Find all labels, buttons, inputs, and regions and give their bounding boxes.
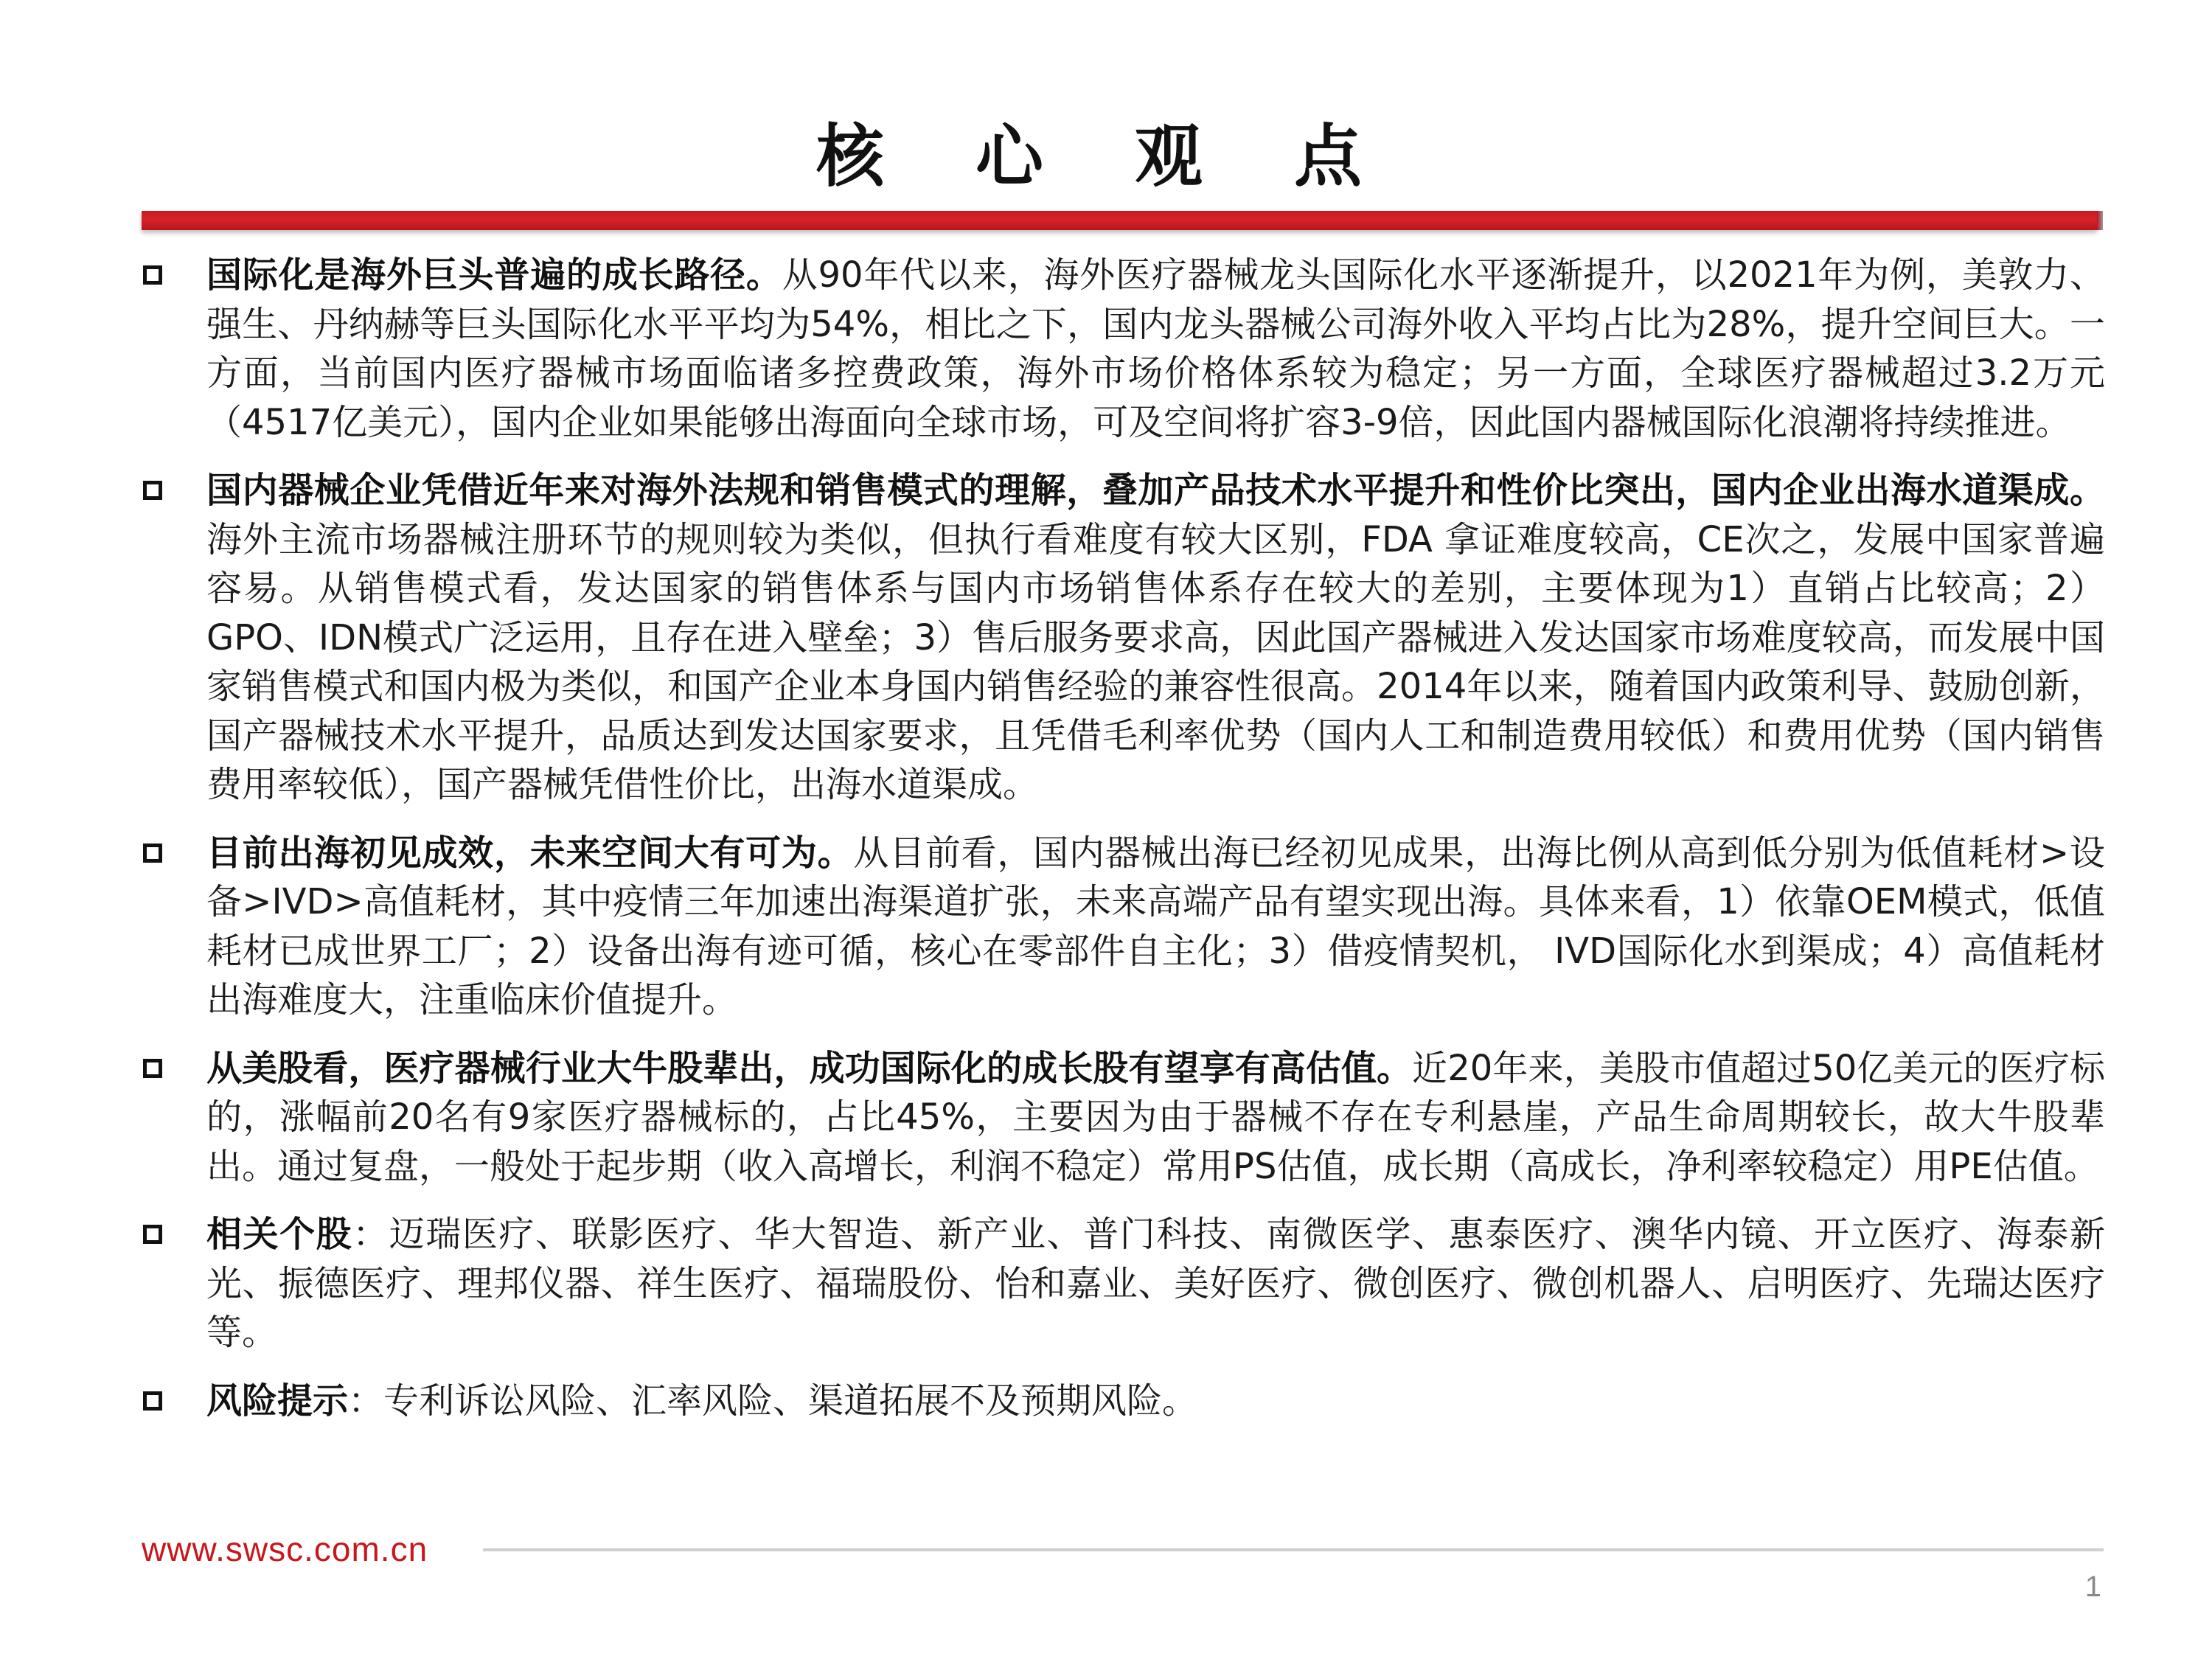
page-number: 1 <box>2084 1571 2101 1603</box>
key-point-body: ：迈瑞医疗、联影医疗、华大智造、新产业、普门科技、南微医学、惠泰医疗、澳华内镜、开立医疗、海泰新光、振德医疗、理邦仪器、祥生医疗、福瑞股份、怡和嘉业、美好医疗、微创医疗、微创机器人、启明医疗、先瑞达医疗等。 <box>206 1214 2105 1353</box>
key-point-risk-warning <box>140 1377 2105 1426</box>
title-divider-bar <box>142 211 2097 230</box>
key-point-body: 近20年来，美股市值超过50亿美元的医疗标的，涨幅前20名有9家医疗器械标的，占比45%，主要因为由于器械不存在专利悬崖，产品生命周期较长，故大牛股辈出。通过复盘，一般处于起步期（收入高增长，利润不稳定）常用PS估值，成长期（高成长，净利率较稳定）用PE估值。 <box>206 1047 2105 1187</box>
key-points-list <box>140 251 2105 1444</box>
key-point-lead: 目前出海初见成效，未来空间大有可为。 <box>206 832 854 874</box>
key-point-initial-results <box>140 829 2105 1025</box>
key-point-overseas-channels <box>140 466 2105 810</box>
page-title: 核 心 观 点 <box>815 117 1397 196</box>
key-point-us-stocks <box>140 1044 2105 1192</box>
square-bullet-icon <box>143 844 162 863</box>
key-point-lead: 从美股看，医疗器械行业大牛股辈出，成功国际化的成长股有望享有高估值。 <box>206 1047 1413 1089</box>
square-bullet-icon <box>143 1059 162 1078</box>
key-point-lead: 国际化是海外巨头普遍的成长路径。 <box>206 254 782 296</box>
key-point-internationalization <box>140 251 2105 447</box>
key-point-body: 从目前看，国内器械出海已经初见成果，出海比例从高到低分别为低值耗材>设备>IVD>高值耗材，其中疫情三年加速出海渠道扩张，未来高端产品有望实现出海。具体来看，1）依靠OEM模式，低值耗材已成世界工厂；2）设备出海有迹可循，核心在零部件自主化；3）借疫情契机， IVD国际化水到渠成；4）高值耗材出海难度大，注重临床价值提升。 <box>206 832 2105 1020</box>
key-point-body: 从90年代以来，海外医疗器械龙头国际化水平逐渐提升，以2021年为例，美敦力、强生、丹纳赫等巨头国际化水平平均为54%，相比之下，国内龙头器械公司海外收入平均占比为28%，提升空间巨大。一方面，当前国内医疗器械市场面临诸多控费政策，海外市场价格体系较为稳定；另一方面，全球医疗器械超过3.2万元（4517亿美元），国内企业如果能够出海面向全球市场，可及空间将扩容3-9倍，因此国内器械国际化浪潮将持续推进。 <box>206 254 2105 443</box>
title-divider-shadow <box>2097 211 2103 230</box>
key-point-lead: 相关个股 <box>206 1214 353 1255</box>
key-point-related-stocks <box>140 1210 2105 1357</box>
square-bullet-icon <box>143 1225 162 1244</box>
footer-website-link[interactable]: www.swsc.com.cn <box>142 1530 428 1568</box>
footer-divider <box>483 1548 2104 1551</box>
square-bullet-icon <box>143 1391 162 1411</box>
key-point-body: 海外主流市场器械注册环节的规则较为类似，但执行看难度有较大区别，FDA 拿证难度较高，CE次之，发展中国家普遍容易。从销售模式看，发达国家的销售体系与国内市场销售体系存在较大的差别，主要体现为1）直销占比较高；2）GPO、IDN模式广泛运用，且存在进入壁垒；3）售后服务要求高，因此国产器械进入发达国家市场难度较高，而发展中国家销售模式和国内极为类似，和国产企业本身国内销售经验的兼容性很高。2014年以来，随着国内政策利导、鼓励创新，国产器械技术水平提升，品质达到发达国家要求，且凭借毛利率优势（国内人工和制造费用较低）和费用优势（国内销售费用率较低），国产器械凭借性价比，出海水道渠成。 <box>206 518 2105 805</box>
key-point-body: ：专利诉讼风险、汇率风险、渠道拓展不及预期风险。 <box>348 1380 1198 1422</box>
key-point-lead: 国内器械企业凭借近年来对海外法规和销售模式的理解，叠加产品技术水平提升和性价比突出，国内企业出海水道渠成。 <box>206 470 2105 511</box>
key-point-lead: 风险提示 <box>206 1380 349 1422</box>
square-bullet-icon <box>143 481 162 500</box>
square-bullet-icon <box>143 265 162 285</box>
